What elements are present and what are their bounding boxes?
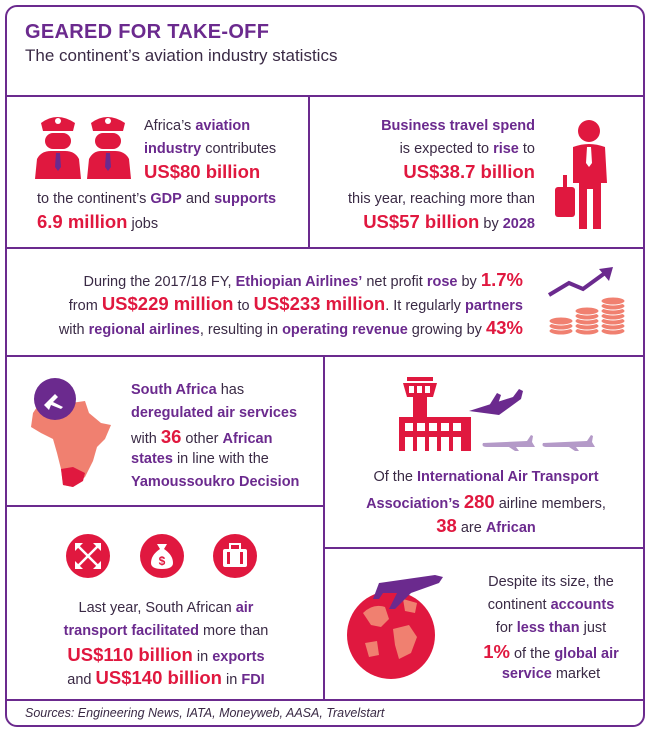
business-line-1: Business travel spend [381, 118, 535, 134]
africa-map-icon [27, 377, 122, 493]
business-line-4: this year, reaching more than [348, 191, 535, 207]
money-bag-icon [139, 533, 185, 579]
iata-line-2: Association’s 280 airline members, [366, 491, 606, 512]
planes-icon [467, 385, 627, 455]
pilot-icon [35, 111, 135, 179]
arrows-icon [65, 533, 111, 579]
airport-tower-icon [399, 377, 471, 453]
luggage-icon [212, 533, 258, 579]
exports-line-4: and US$140 billion in FDI [67, 667, 265, 688]
ethiopian-line-1: During the 2017/18 FY, Ethiopian Airlines’ net profit rose by 1.7% [83, 269, 523, 290]
header [25, 21, 337, 66]
svg-text:$: $ [158, 554, 166, 568]
businessman-icon [555, 119, 615, 231]
exports-line-2: transport facilitated more than [63, 623, 269, 639]
global-line-3: for less than just [495, 620, 607, 636]
sa-line-5: Yamoussoukro Decision [131, 474, 300, 490]
gdp-line-5: 6.9 million jobs [37, 211, 159, 232]
gdp-line-1: Africa’s aviation [144, 118, 251, 134]
sa-line-3: with 36 other African [131, 426, 273, 447]
sa-line-1: South Africa has [131, 382, 245, 398]
global-line-1: Despite its size, the [488, 574, 614, 590]
iata-line-1: Of the International Air Transport [373, 469, 599, 485]
exports-line-3: US$110 billion in exports [67, 644, 265, 665]
business-line-5: US$57 billion by 2028 [363, 211, 535, 232]
ethiopian-line-2: from US$229 million to US$233 million. It regularly partners [68, 293, 523, 314]
page-subtitle: The continent’s aviation industry statistics [25, 46, 338, 65]
sa-line-4: states in line with the [131, 451, 269, 467]
gdp-value: US$80 billion [144, 161, 261, 182]
gdp-line-2: industry contributes [144, 141, 277, 157]
infographic-frame [5, 5, 645, 727]
growth-coins-icon [547, 265, 627, 341]
business-line-2: is expected to rise to [399, 141, 535, 157]
sa-line-2: deregulated air services [131, 405, 298, 421]
globe-icon [343, 573, 453, 683]
exports-line-1: Last year, South African air [78, 600, 254, 616]
sources-note: Sources: Engineering News, IATA, Moneyweb, AASA, Travelstart [25, 706, 385, 720]
global-line-5: service market [501, 666, 601, 682]
page-title: GEARED FOR TAKE-OFF [25, 21, 270, 43]
iata-line-3: 38 are African [436, 515, 536, 536]
global-line-4: 1% of the global air [483, 641, 619, 662]
gdp-line-4: to the continent’s GDP and supports [37, 191, 277, 207]
business-value: US$38.7 billion [403, 161, 535, 182]
global-line-2: continent accounts [487, 597, 615, 613]
ethiopian-line-3: with regional airlines, resulting in operating revenue growing by 43% [58, 317, 523, 338]
